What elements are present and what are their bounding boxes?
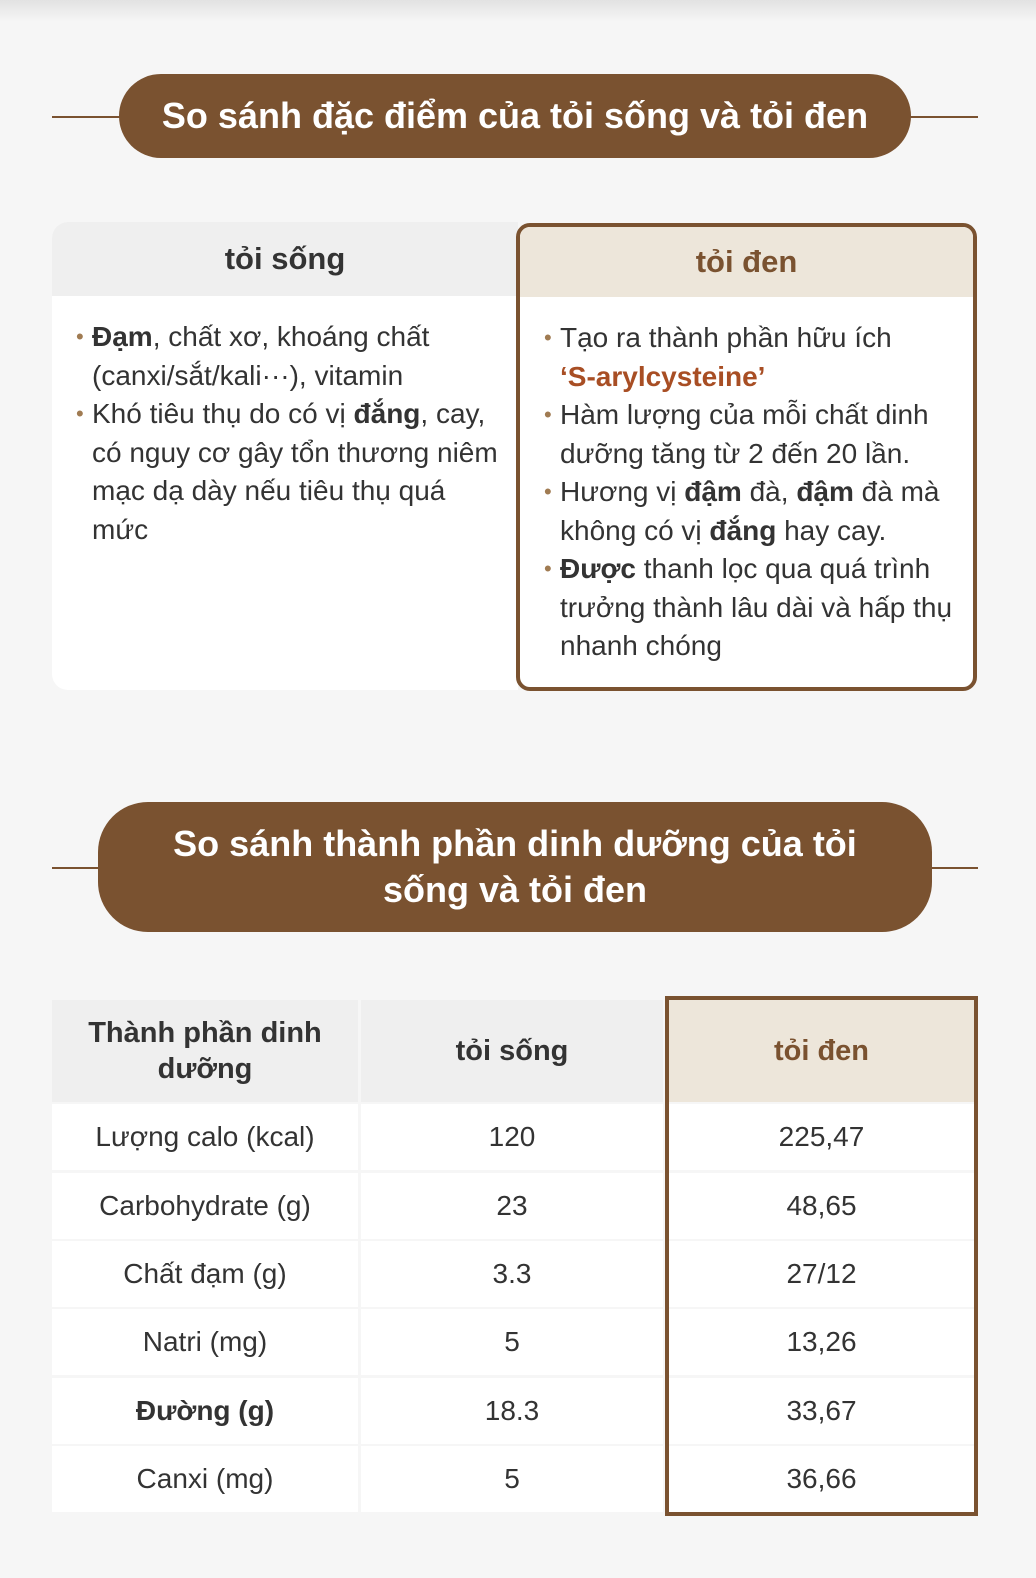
table-cell-black: 225,47 — [669, 1104, 974, 1170]
black-garlic-bullets — [520, 297, 973, 666]
section-heading-characteristics — [52, 74, 978, 158]
table-cell-raw: 3.3 — [361, 1241, 663, 1307]
heading-pill: So sánh đặc điểm của tỏi sống và tỏi đen — [119, 74, 911, 158]
raw-garlic-bullets — [52, 296, 518, 549]
list-item: • Được thanh lọc qua quá trình trưởng thành lâu dài và hấp thụ nhanh chóng — [544, 550, 953, 666]
bullet-icon: • — [544, 479, 552, 504]
table-cell-nutrient: Lượng calo (kcal) — [52, 1104, 358, 1170]
compound-highlight: ‘S-arylcysteine’ — [560, 360, 766, 392]
table-header-black: tỏi đen — [669, 1000, 974, 1102]
list-item: • Hàm lượng của mỗi chất dinh dưỡng tăng từ 2 đến 20 lần. — [544, 396, 953, 473]
table-cell-black: 33,67 — [669, 1378, 974, 1444]
list-item: • Hương vị đậm đà, đậm đà mà không có vị đắng hay cay. — [544, 473, 953, 550]
table-cell-black: 48,65 — [669, 1173, 974, 1239]
list-item: • Tạo ra thành phần hữu ích ‘S-arylcysteine’ — [544, 319, 953, 396]
table-cell-nutrient: Canxi (mg) — [52, 1446, 358, 1512]
table-cell-raw: 5 — [361, 1309, 663, 1375]
table-cell-raw: 5 — [361, 1446, 663, 1512]
raw-garlic-title: tỏi sống — [52, 222, 518, 296]
table-cell-nutrient: Đường (g) — [52, 1378, 358, 1444]
bullet-icon: • — [544, 402, 552, 427]
heading-pill: So sánh thành phần dinh dưỡng của tỏi sống và tỏi đen — [98, 802, 932, 932]
table-cell-nutrient: Natri (mg) — [52, 1309, 358, 1375]
table-cell-black: 36,66 — [669, 1446, 974, 1512]
table-header-nutrient: Thành phần dinh dưỡng — [52, 1000, 358, 1102]
table-cell-black: 13,26 — [669, 1309, 974, 1375]
bullet-icon: • — [544, 325, 552, 350]
table-cell-nutrient: Carbohydrate (g) — [52, 1173, 358, 1239]
table-cell-nutrient: Chất đạm (g) — [52, 1241, 358, 1307]
black-garlic-card — [516, 223, 977, 691]
bullet-icon: • — [544, 556, 552, 581]
section-heading-nutrition — [52, 802, 978, 932]
raw-garlic-card — [52, 222, 518, 690]
black-garlic-column — [665, 996, 978, 1516]
bullet-icon: • — [76, 324, 84, 349]
table-cell-raw: 18.3 — [361, 1378, 663, 1444]
list-item: • Khó tiêu thụ do có vị đắng, cay, có nguy cơ gây tổn thương niêm mạc dạ dày nếu tiêu thụ quá mức — [76, 395, 498, 549]
top-shadow — [0, 0, 1036, 22]
table-cell-raw: 23 — [361, 1173, 663, 1239]
bullet-icon: • — [76, 401, 84, 426]
table-header-raw: tỏi sống — [361, 1000, 663, 1102]
list-item: • Đạm, chất xơ, khoáng chất (canxi/sắt/kali···), vitamin — [76, 318, 498, 395]
black-garlic-title: tỏi đen — [520, 227, 973, 297]
table-cell-black: 27/12 — [669, 1241, 974, 1307]
table-cell-raw: 120 — [361, 1104, 663, 1170]
